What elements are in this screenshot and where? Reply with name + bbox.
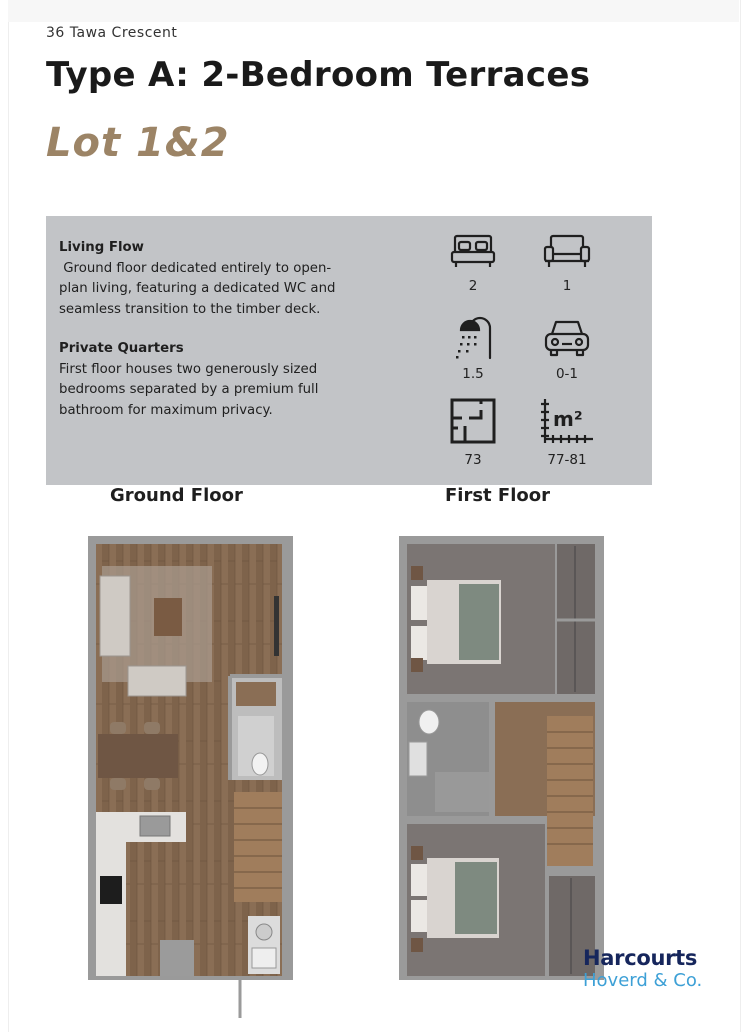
feature-bedrooms: [433, 232, 513, 294]
shower: [435, 772, 489, 812]
living-flow-text: Ground floor dedicated entirely to open-plan living, featuring a dedicated WC and seamless transition to the timber deck.: [59, 260, 340, 317]
bedrooms-value: 2: [468, 278, 478, 294]
cooktop: [100, 876, 122, 904]
brand-name: Harcourts: [583, 946, 698, 970]
fridge: [160, 940, 194, 976]
wc-toilet: [252, 753, 268, 775]
first-floor-plan: [399, 536, 604, 984]
private-quarters-heading: Private Quarters: [59, 341, 184, 356]
bed-icon: [448, 232, 498, 272]
top-strip: [8, 0, 739, 22]
floor-area-value: 73: [464, 452, 482, 468]
feature-parking: [527, 316, 607, 382]
tv-unit: [274, 596, 279, 656]
page-title: Type A: 2-Bedroom Terraces: [46, 55, 591, 95]
sofa-icon: [542, 232, 592, 272]
dining-table: [98, 734, 178, 778]
parking-value: 0-1: [555, 366, 579, 382]
lot-subtitle: Lot 1&2: [46, 120, 230, 166]
ground-stairs: [234, 792, 282, 902]
feature-floor-area: [433, 396, 513, 468]
shower-icon: [448, 314, 498, 360]
feature-land-area: [527, 396, 607, 468]
bathrooms-value: 1.5: [462, 366, 484, 382]
land-area-value: 77-81: [547, 452, 587, 468]
living-value: 1: [562, 278, 572, 294]
brand-office: Hoverd & Co.: [583, 970, 703, 991]
private-quarters-text: First floor houses two generously sized bedrooms separated by a premium full bathroom for maximum privacy.: [59, 361, 319, 418]
brand-logo: [583, 946, 702, 992]
m2-unit-label: m²: [553, 407, 583, 431]
living-flow-heading: Living Flow: [59, 240, 144, 255]
lounge-chair: [128, 666, 186, 696]
feature-living: [527, 232, 607, 294]
description-block: [59, 238, 359, 421]
info-panel: [46, 216, 652, 485]
property-address: 36 Tawa Crescent: [46, 25, 178, 41]
first-floor-label: First Floor: [445, 485, 551, 506]
first-stairs: [547, 716, 593, 866]
car-icon: [542, 316, 592, 360]
land-area-icon: [539, 396, 595, 446]
vanity: [409, 742, 427, 776]
feature-bathrooms: [433, 314, 513, 382]
coffee-table: [154, 598, 182, 636]
ground-floor-plan: [88, 536, 293, 1018]
floorplan-icon: [447, 396, 499, 446]
sofa: [100, 576, 130, 656]
kitchen-sink: [140, 816, 170, 836]
bathroom-toilet: [419, 710, 439, 734]
ground-floor-label: Ground Floor: [110, 485, 243, 506]
